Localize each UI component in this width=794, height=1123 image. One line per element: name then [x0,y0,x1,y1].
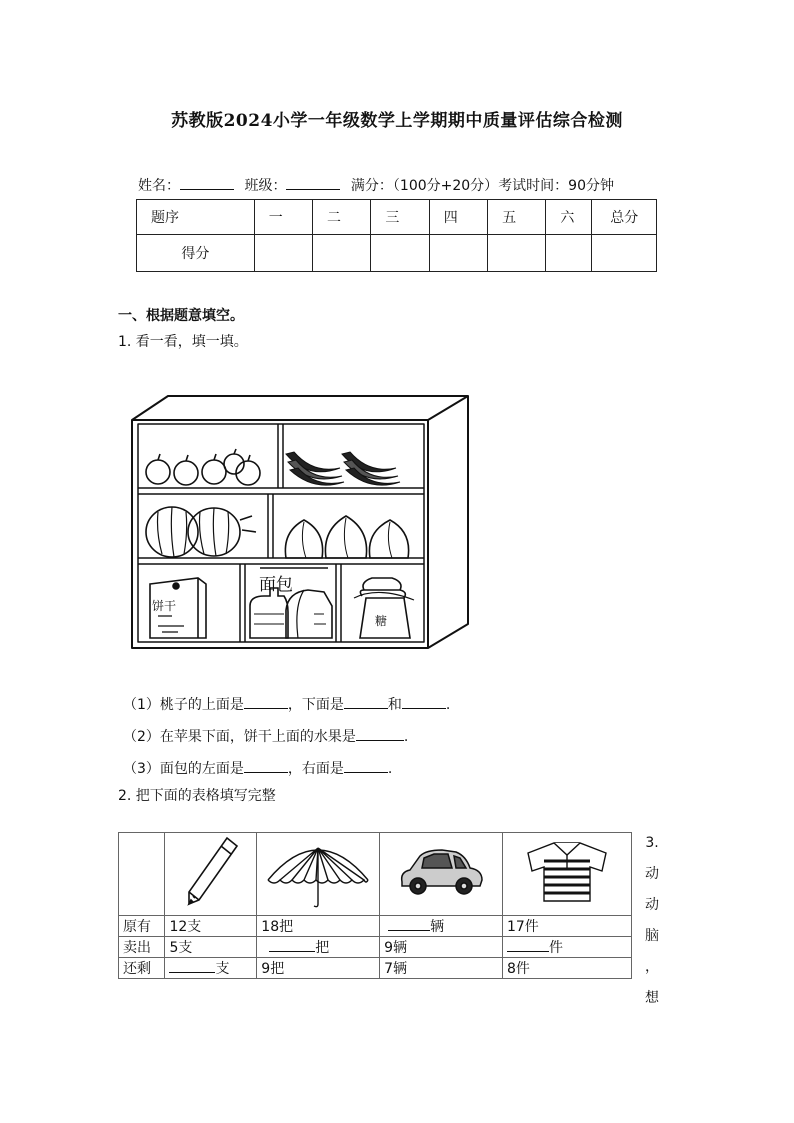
unit-label: 支 [215,961,230,977]
full-score-label: 满分：（100分+20分） [350,178,499,194]
score-cell[interactable] [488,235,546,272]
vertical-char: 脑 [645,928,659,944]
score-header-cell: 四 [429,200,487,235]
answer-blank[interactable] [244,696,288,709]
sugar-label: 糖 [375,614,388,628]
sub-question-1-text: ，下面是 [287,697,344,713]
sub-question-2 [123,726,408,746]
answer-blank[interactable] [388,918,430,931]
name-label: 姓名： [138,178,180,194]
sub-question-1-text: （1）桃子的上面是 [123,697,244,713]
vertical-char: ， [645,959,659,975]
shelf-illustration [128,392,472,652]
vertical-char: 3. [645,835,659,851]
sub-question-3 [123,758,392,778]
pencil-original: 12支 [165,916,257,937]
question1-label: 1. 看一看，填一填。 [118,334,248,350]
page-title: 苏教版2024小学一年级数学上学期期中质量评估综合检测 [171,111,623,131]
answer-blank[interactable] [244,760,288,773]
car-cell [380,833,503,916]
vertical-char: 动 [645,866,659,882]
score-header-cell: 二 [313,200,371,235]
shirt-cell [502,833,631,916]
sub-question-2-text: （2）在苹果下面，饼干上面的水果是 [123,729,356,745]
shirt-sold [502,937,631,958]
score-cell[interactable] [313,235,371,272]
unit-label: 辆 [430,919,445,935]
car-original [380,916,503,937]
car-icon [396,842,486,902]
answer-blank[interactable] [344,696,388,709]
shirt-original: 17件 [502,916,631,937]
row-label: 原有 [119,916,165,937]
shirt-remaining: 8件 [502,958,631,979]
umbrella-sold [257,937,380,958]
score-header-cell: 三 [371,200,429,235]
unit-label: 把 [315,940,330,956]
answer-blank[interactable] [344,760,388,773]
answer-blank[interactable] [356,728,404,741]
answer-blank[interactable] [507,939,549,952]
sub-question-1-text: . [445,697,451,713]
sub-question-1 [123,694,450,714]
pencil-cell [165,833,257,916]
score-row-label: 得分 [137,235,255,272]
umbrella-original: 18把 [257,916,380,937]
pencil-sold: 5支 [165,937,257,958]
vertical-char: 动 [645,897,659,913]
class-label: 班级： [244,178,287,194]
section1-heading: 一、根据题意填空。 [118,308,244,324]
name-blank[interactable] [180,177,234,190]
answer-blank[interactable] [402,696,446,709]
class-blank[interactable] [286,177,340,190]
pencil-icon [181,834,241,910]
answer-blank[interactable] [169,960,215,973]
question3-vertical-text [642,828,662,1014]
score-cell[interactable] [371,235,429,272]
car-sold: 9辆 [380,937,503,958]
score-cell[interactable] [546,235,592,272]
corner-cell [119,833,165,916]
student-info [138,175,614,195]
score-cell[interactable] [429,235,487,272]
row-label: 还剩 [119,958,165,979]
sub-question-2-text: . [403,729,409,745]
answer-blank[interactable] [269,939,315,952]
score-cell[interactable] [592,235,657,272]
sub-question-3-text: （3）面包的左面是 [123,761,244,777]
pencil-remaining [165,958,257,979]
unit-label: 件 [548,940,563,956]
vertical-char: 想 [645,990,659,1006]
biscuit-label: 饼干 [152,599,177,613]
umbrella-cell [257,833,380,916]
car-remaining: 7辆 [380,958,503,979]
sub-question-1-text: 和 [387,697,402,713]
umbrella-icon [264,834,372,910]
score-header-cell: 总分 [592,200,657,235]
score-table [136,199,657,272]
shirt-icon [524,839,610,905]
umbrella-remaining: 9把 [257,958,380,979]
score-header-cell: 五 [488,200,546,235]
score-header-cell: 一 [254,200,312,235]
exam-time-label: 考试时间：90分钟 [498,178,615,194]
score-header-cell: 六 [546,200,592,235]
sub-question-3-text: ，右面是 [287,761,344,777]
inventory-table [118,832,632,979]
score-cell[interactable] [254,235,312,272]
bread-label: 面包 [259,575,293,595]
sub-question-3-text: . [387,761,393,777]
score-header-cell: 题序 [137,200,255,235]
row-label: 卖出 [119,937,165,958]
question2-label: 2. 把下面的表格填写完整 [118,788,276,804]
